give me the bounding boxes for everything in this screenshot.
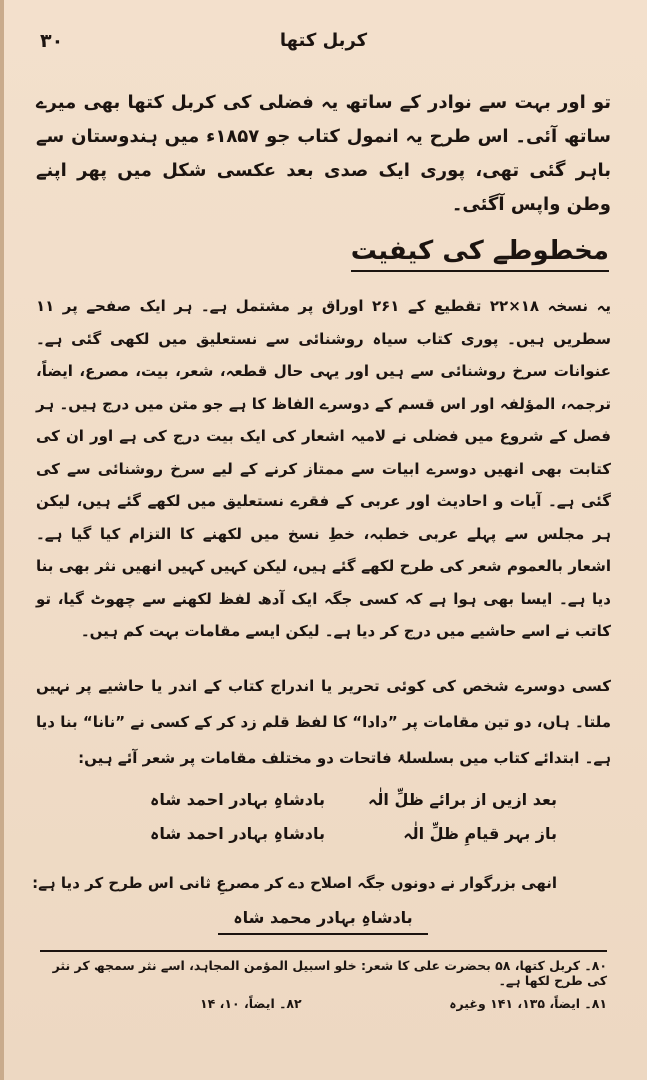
footnote-row <box>40 996 607 1020</box>
corrected-verse: بادشاہِ بہادر محمد شاہ <box>218 908 428 935</box>
section-heading: مخطوطے کی کیفیت <box>351 236 609 272</box>
paragraph-text: یہ نسخہ ۱۸×۲۲ تقطیع کے ۲۶۱ اوراق پر مشتمل ہے۔ ہر ایک صفحے پر ۱۱ سطریں ہیں۔ پوری کتاب سیاہ روشنائی سے نستعلیق میں لکھی گئی ہے۔ عنوانات سرخ روشنائی سے ہیں اور یہی حال قطعہ، شعر، بیت، مصرع، ایضاً، ترجمہ، المؤلفہ اور اس قسم کے دوسرے الفاظ کا ہے جو متن میں درج ہیں۔ ہر فصل کے شروع میں فضلی نے لامیہ اشعار کی ایک بیت درج کی ہے اور ان کی کتابت بھی انھیں دوسرے ابیات سے ممتاز کرنے کے لیے سرخ روشنائی سے کی گئی ہے۔ آیات و احادیث اور عربی کے فقرے نستعلیق میں لکھے گئے ہیں، لیکن ہر مجلس سے پہلے عربی خطبہ، خطِ نسخ میں لکھنے کا التزام کیا گیا ہے۔ اشعار بالعموم شعر کی طرح لکھے گئے ہیں، لیکن کہیں کہیں انھیں نثر بھی بنا دیا ہے۔ ایسا بھی ہوا ہے کہ کسی جگہ ایک آدھ لفظ لکھنے سے چھوٹ گیا، تو کاتب نے اسے حاشیے میں درج کر دیا ہے۔ لیکن ایسے مقامات بہت کم ہیں۔ <box>36 297 611 640</box>
paragraph-annotations <box>36 668 611 776</box>
page-header <box>40 30 607 60</box>
paragraph-description <box>36 290 611 648</box>
footnote-divider <box>40 950 607 952</box>
verse-first-hemistich: بعد ازیں از برائے ظلِّ الٰہ <box>368 790 557 809</box>
verse-block <box>150 790 557 858</box>
verse-row <box>150 790 557 824</box>
verse-second-hemistich: بادشاہِ بہادر احمد شاہ <box>150 790 325 809</box>
verse-row <box>150 824 557 858</box>
footnote-81: ۸۱۔ ایضاً، ۱۳۵، ۱۴۱ وغیرہ <box>449 996 607 1011</box>
paragraph-text: کسی دوسرے شخص کی کوئی تحریر یا اندراج کتاب کے اندر یا حاشیے پر نہیں ملتا۔ ہاں، دو تین مقامات پر ”دادا“ کا لفظ قلم زد کر کے کسی نے ”نانا“ بنا دیا ہے۔ ابتدائے کتاب میں بسلسلۂ فاتحات دو مختلف مقامات پر شعر آئے ہیں: <box>36 677 611 767</box>
paragraph-intro <box>36 86 611 222</box>
page-number: ۳۰ <box>40 30 64 52</box>
verse-first-hemistich: باز بہر قیامِ ظلِّ الٰہ <box>403 824 557 843</box>
paragraph-text: تو اور بہت سے نوادر کے ساتھ یہ فضلی کی کربل کتھا بھی میرے ساتھ آئی۔ اس طرح یہ انمول کتاب جو ۱۸۵۷ء میں ہندوستان سے باہر گئی تھی، پوری ایک صدی بعد عکسی شکل میں پھر اپنے وطن واپس آگئی۔ <box>36 92 612 215</box>
page-edge <box>0 0 4 1080</box>
footnote-82: ۸۲۔ ایضاً، ۱۰، ۱۴ <box>200 996 302 1011</box>
running-title: کربل کتھا <box>279 30 368 51</box>
verse-second-hemistich: بادشاہِ بہادر احمد شاہ <box>150 824 325 843</box>
post-verse-note: انھی بزرگوار نے دونوں جگہ اصلاح دے کر مصرعِ ثانی اس طرح کر دیا ہے: <box>32 874 557 892</box>
footnote-80: ۸۰۔ کربل کتھا، ۵۸ بحضرت علی کا شعر: خلو اسبیل المؤمن المجاہد، اسے نثر سمجھ کر نثر کی طرح لکھا ہے۔ <box>52 958 607 988</box>
